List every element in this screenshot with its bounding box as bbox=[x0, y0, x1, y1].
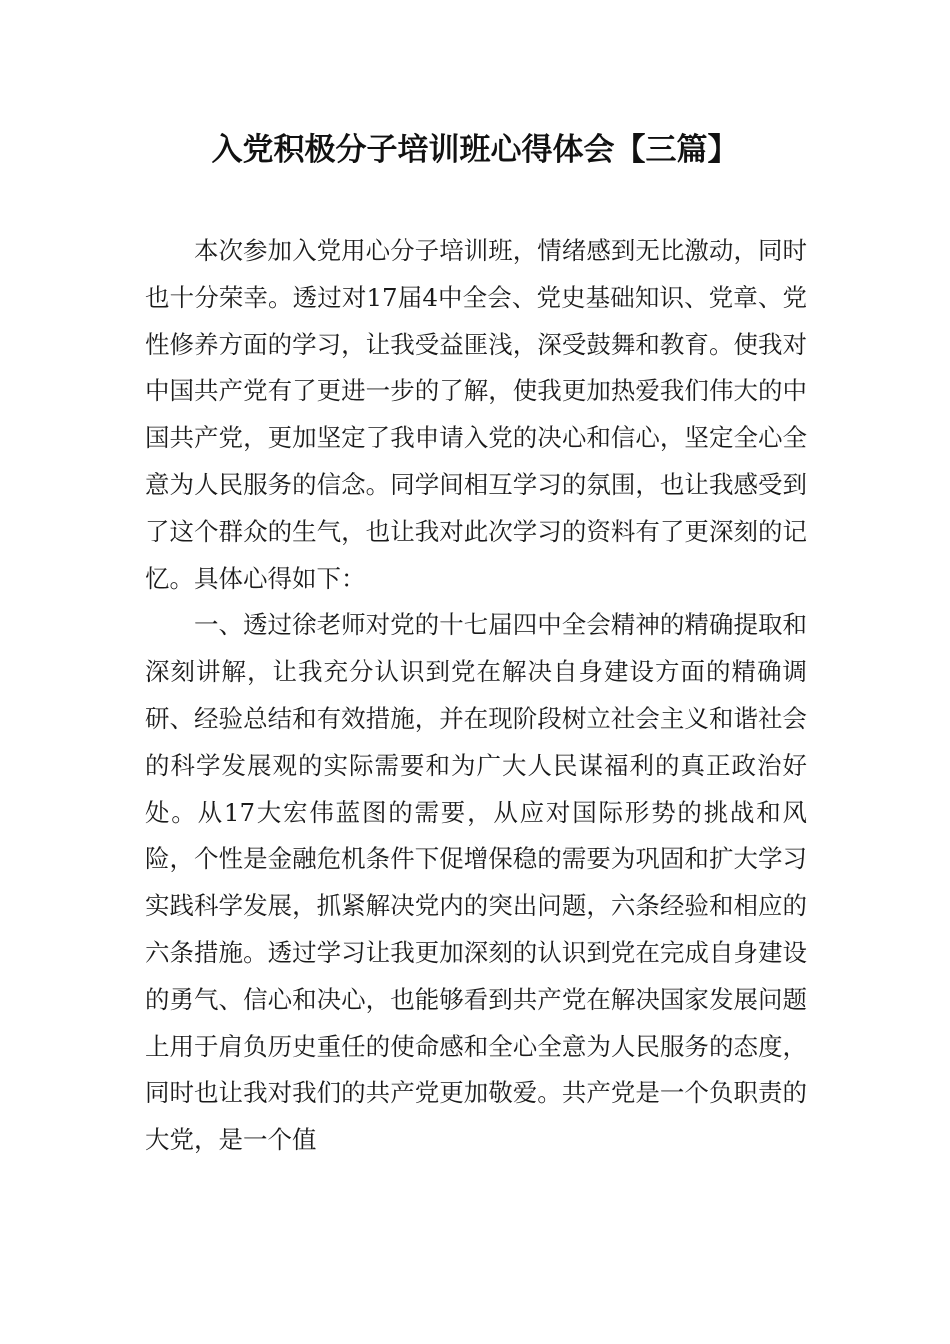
paragraph-point-one: 一、透过徐老师对党的十七届四中全会精神的精确提取和深刻讲解，让我充分认识到党在解决自身建设方面的精确调研、经验总结和有效措施，并在现阶段树立社会主义和谐社会的科学发展观的实际需要和为广大人民谋福利的真正政治好处。从17大宏伟蓝图的需要，从应对国际形势的挑战和风险，个性是金融危机条件下促增保稳的需要为巩固和扩大学习实践科学发展，抓紧解决党内的突出问题，六条经验和相应的六条措施。透过学习让我更加深刻的认识到党在完成自身建设的勇气、信心和决心，也能够看到共产党在解决国家发展问题上用于肩负历史重任的使命感和全心全意为人民服务的态度，同时也让我对我们的共产党更加敬爱。共产党是一个负职责的大党，是一个值 bbox=[145, 610, 807, 1155]
paragraph-intro: 本次参加入党用心分子培训班，情绪感到无比激动，同时也十分荣幸。透过对17届4中全会、党史基础知识、党章、党性修养方面的学习，让我受益匪浅，深受鼓舞和教育。使我对中国共产党有了更进一步的了解，使我更加热爱我们伟大的中国共产党，更加坚定了我申请入党的决心和信心，坚定全心全意为人民服务的信念。同学间相互学习的氛围，也让我感受到了这个群众的生气，也让我对此次学习的资料有了更深刻的记忆。具体心得如下： bbox=[145, 236, 807, 593]
document-body bbox=[145, 228, 807, 1164]
document-title: 入党积极分子培训班心得体会【三篇】 bbox=[211, 132, 739, 168]
